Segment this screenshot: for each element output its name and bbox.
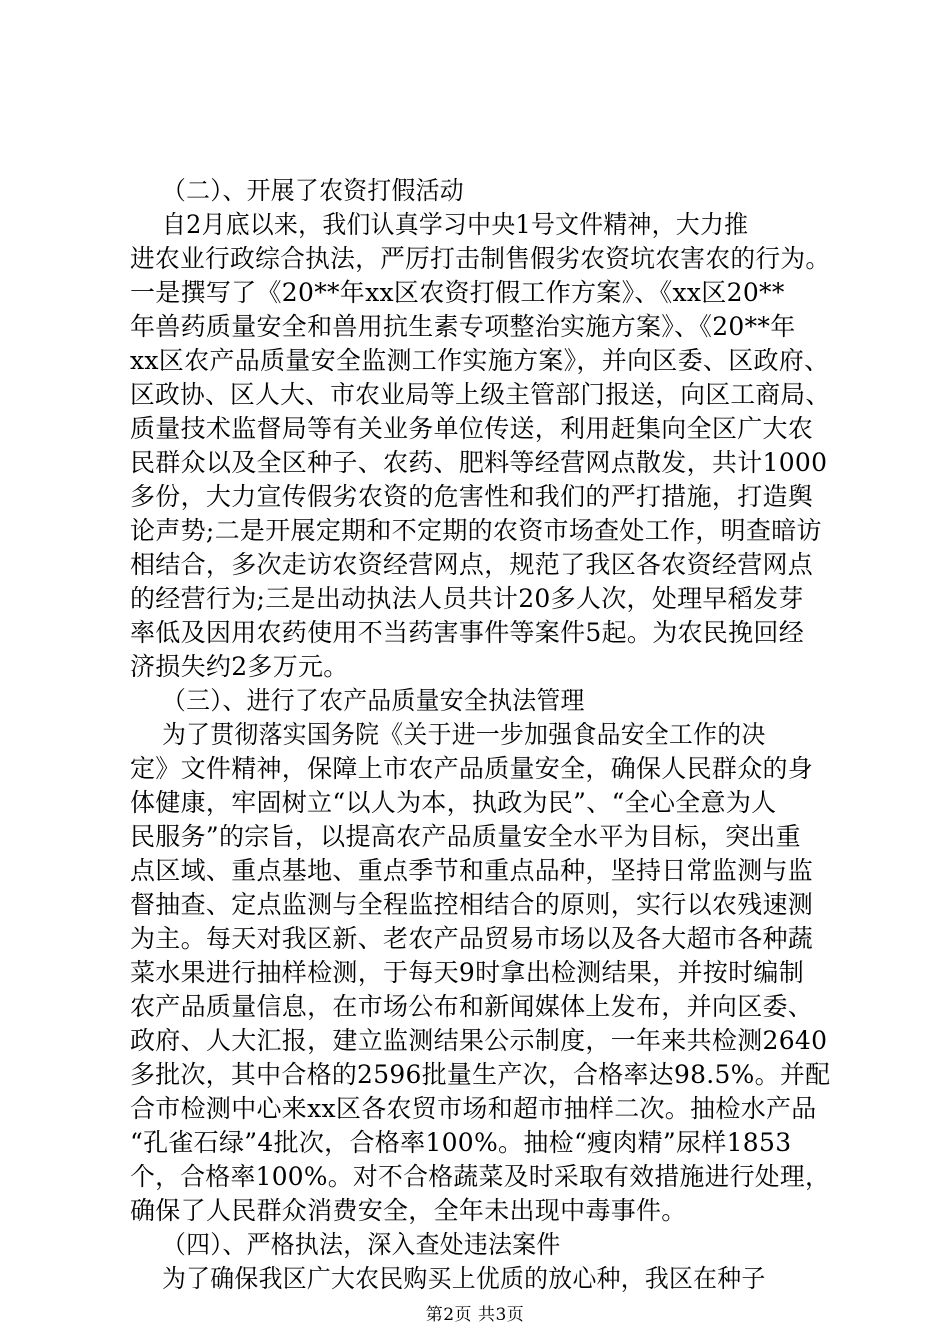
paragraph-line: 济损失约2多万元。 bbox=[130, 652, 349, 681]
paragraph-line: 民服务”的宗旨，以提高农产品质量安全水平为目标，突出重 bbox=[130, 822, 801, 851]
paragraph-line: 体健康，牢固树立“以人为本，执政为民”、“全心全意为人 bbox=[130, 788, 777, 817]
paragraph-line: 质量技术监督局等有关业务单位传送，利用赶集向全区广大农 bbox=[130, 414, 814, 443]
paragraph-line: “孔雀石绿”4批次，合格率100%。抽检“瘦肉精”尿样1853 bbox=[130, 1128, 792, 1157]
paragraph-line: 率低及因用农药使用不当药害事件等案件5起。为农民挽回经 bbox=[130, 618, 805, 647]
paragraph-line: 定》文件精神，保障上市农产品质量安全，确保人民群众的身 bbox=[130, 754, 814, 783]
paragraph-line: 进农业行政综合执法，严厉打击制售假劣农资坑农害农的行为。 bbox=[130, 244, 831, 273]
paragraph-line: 督抽查、定点监测与全程监控相结合的原则，实行以农残速测 bbox=[130, 890, 814, 919]
section-heading-4: （四）、严格执法，深入查处违法案件 bbox=[162, 1230, 561, 1259]
paragraph-line: 多份，大力宣传假劣农资的危害性和我们的严打措施，打造舆 bbox=[130, 482, 814, 511]
paragraph-line: 相结合，多次走访农资经营网点，规范了我区各农资经营网点 bbox=[130, 550, 814, 579]
paragraph-line: 为了贯彻落实国务院《关于进一步加强食品安全工作的决 bbox=[162, 720, 766, 749]
paragraph-line: xx区农产品质量安全监测工作实施方案》，并向区委、区政府、 bbox=[130, 346, 830, 375]
section-heading-2: （二）、开展了农资打假活动 bbox=[162, 176, 464, 205]
paragraph-line: 政府、人大汇报，建立监测结果公示制度，一年来共检测2640 bbox=[130, 1026, 828, 1055]
page-footer: 第2页 共3页 bbox=[425, 1305, 525, 1325]
paragraph-line: 确保了人民群众消费安全，全年未出现中毒事件。 bbox=[130, 1196, 687, 1225]
paragraph-line: 年兽药质量安全和兽用抗生素专项整治实施方案》、《20**年 bbox=[130, 312, 796, 341]
paragraph-line: 区政协、区人大、市农业局等上级主管部门报送，向区工商局、 bbox=[130, 380, 831, 409]
paragraph-line: 点区域、重点基地、重点季节和重点品种，坚持日常监测与监 bbox=[130, 856, 814, 885]
paragraph-line: 多批次，其中合格的2596批量生产次，合格率达98.5%。并配 bbox=[130, 1060, 831, 1089]
paragraph-line: 的经营行为;三是出动执法人员共计20多人次，处理早稻发芽 bbox=[130, 584, 804, 613]
paragraph-line: 一是撰写了《20**年xx区农资打假工作方案》、《xx区20** bbox=[130, 278, 785, 307]
paragraph-line: 菜水果进行抽样检测，于每天9时拿出检测结果，并按时编制 bbox=[130, 958, 805, 987]
paragraph-line: 论声势;二是开展定期和不定期的农资市场查处工作，明查暗访 bbox=[130, 516, 822, 545]
paragraph-line: 合市检测中心来xx区各农贸市场和超市抽样二次。抽检水产品 bbox=[130, 1094, 817, 1123]
paragraph-line: 为主。每天对我区新、老农产品贸易市场以及各大超市各种蔬 bbox=[130, 924, 814, 953]
paragraph-line: 自2月底以来，我们认真学习中央1号文件精神，大力推 bbox=[162, 210, 749, 239]
paragraph-line: 为了确保我区广大农民购买上优质的放心种，我区在种子 bbox=[162, 1264, 766, 1293]
section-heading-3: （三）、进行了农产品质量安全执法管理 bbox=[162, 686, 585, 715]
paragraph-line: 民群众以及全区种子、农药、肥料等经营网点散发，共计1000 bbox=[130, 448, 828, 477]
paragraph-line: 个，合格率100%。对不合格蔬菜及时采取有效措施进行处理， bbox=[130, 1162, 831, 1191]
paragraph-line: 农产品质量信息，在市场公布和新闻媒体上发布，并向区委、 bbox=[130, 992, 814, 1021]
